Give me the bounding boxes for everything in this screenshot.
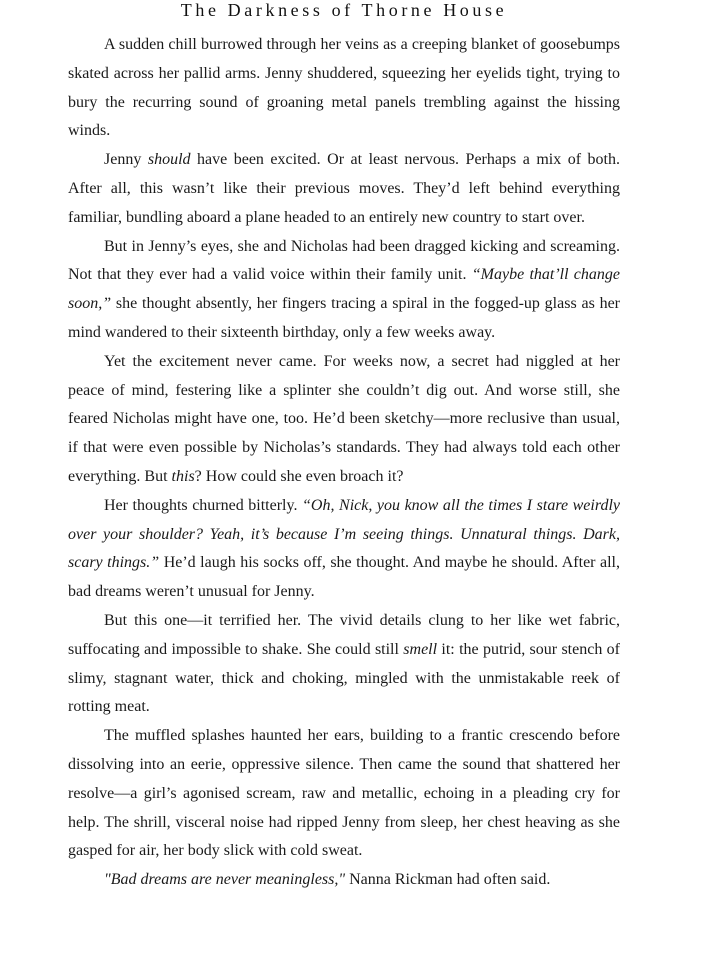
paragraph — [68, 348, 620, 492]
body-text — [68, 31, 620, 895]
italic-text: "Bad dreams are never meaningless," — [104, 871, 346, 889]
italic-text: “Maybe that’ll change soon,” — [68, 266, 621, 313]
text-run: Nanna Rickman had often said. — [345, 871, 551, 889]
paragraph — [68, 492, 620, 607]
text-run: A sudden chill burrowed through her veins as a creeping blanket of goosebumps skated across her pallid arms. Jenny shuddered, squeezing her eyelids tight, trying to bury the recurring sound of groaning metal panels trembling against the hissing winds. — [68, 36, 620, 140]
italic-text: this — [171, 467, 195, 485]
paragraph — [68, 722, 620, 866]
text-run: He’d laugh his socks off, she thought. And maybe he should. After all, bad dreams weren’t unusual for Jenny. — [68, 554, 621, 601]
paragraph — [68, 233, 620, 348]
paragraph — [68, 866, 620, 895]
text-run: But this one—it terrified her. The vivid details clung to her like wet fabric, suffocating and impossible to shake. She could still — [68, 611, 620, 658]
text-run: Her thoughts churned bitterly. — [104, 496, 303, 514]
text-run: Yet the excitement never came. For weeks now, a secret had niggled at her peace of mind, festering like a splinter she couldn’t dig out. And worse still, she feared Nicholas might have one, too. He’d been sketchy—more reclusive than usual, if that were even possible by Nicholas’s standards. They had always told each other everything. But — [68, 352, 620, 485]
paragraph — [68, 31, 620, 146]
paragraph — [68, 146, 620, 232]
text-run: she thought absently, her fingers tracing a spiral in the fogged-up glass as her mind wandered to their sixteenth birthday, only a few weeks away. — [68, 295, 620, 341]
italic-text: “Oh, Nick, you know all the times I stare weirdly over your shoulder? Yeah, it’s because I’m seeing things. Unnatural things. Dark, scary things.” — [68, 496, 620, 572]
text-run: But in Jenny’s eyes, she and Nicholas had been dragged kicking and screaming. Not that they ever had a valid voice within their family unit. — [68, 237, 620, 284]
text-run: ? How could she even broach it? — [194, 467, 404, 485]
document-page — [68, 0, 620, 895]
text-run: it: the putrid, sour stench of slimy, stagnant water, thick and choking, mingled with the unmistakable reek of rotting meat. — [68, 640, 620, 716]
text-run: Jenny — [104, 151, 148, 169]
text-run: The muffled splashes haunted her ears, building to a frantic crescendo before dissolving into an eerie, oppressive silence. Then came the sound that shattered her resolve—a girl’s agonised scream, raw and metallic, echoing in a pleading cry for help. The shrill, visceral noise had ripped Jenny from sleep, her chest heaving as she gasped for air, her body slick with cold sweat. — [68, 727, 620, 860]
chapter-title: The Darkness of Thorne House — [180, 0, 508, 20]
text-run: have been excited. Or at least nervous. Perhaps a mix of both. After all, this wasn’t like their previous moves. They’d left behind everything familiar, bundling aboard a plane headed to an entirely new country to start over. — [68, 151, 621, 226]
italic-text: smell — [403, 640, 438, 658]
paragraph — [68, 607, 620, 722]
italic-text: should — [147, 151, 191, 169]
